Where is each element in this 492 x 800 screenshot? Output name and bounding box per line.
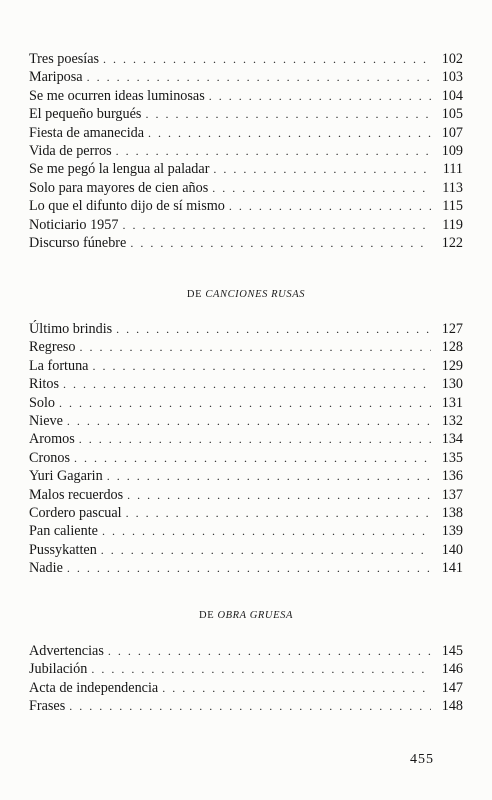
toc-section-2 bbox=[29, 320, 463, 577]
entry-page: 128 bbox=[441, 339, 463, 356]
entry-page: 139 bbox=[441, 523, 463, 540]
entry-page: 148 bbox=[441, 698, 463, 715]
heading-title: OBRA GRUESA bbox=[217, 610, 293, 621]
entry-page: 145 bbox=[441, 643, 463, 659]
dot-leader bbox=[148, 124, 431, 142]
entry-page: 129 bbox=[441, 357, 463, 374]
dot-leader bbox=[63, 375, 431, 393]
entry-page: 137 bbox=[441, 486, 463, 503]
entry-page: 140 bbox=[441, 541, 463, 558]
entry-title: El pequeño burgués bbox=[29, 106, 142, 123]
entry-title: Advertencias bbox=[29, 643, 104, 659]
dot-leader bbox=[107, 467, 431, 485]
dot-leader bbox=[101, 541, 431, 559]
dot-leader bbox=[145, 105, 431, 123]
entry-page: 113 bbox=[442, 179, 463, 196]
entry-title: La fortuna bbox=[29, 357, 89, 374]
dot-leader bbox=[69, 697, 431, 715]
dot-leader bbox=[67, 559, 431, 577]
dot-leader bbox=[59, 394, 431, 412]
entry-title: Se me ocurren ideas luminosas bbox=[29, 87, 205, 104]
entry-page: 127 bbox=[441, 321, 463, 337]
toc-entry bbox=[29, 449, 463, 467]
entry-title: Tres poesías bbox=[29, 51, 100, 67]
dot-leader bbox=[116, 320, 431, 338]
toc-section-1 bbox=[29, 50, 463, 252]
toc-entry bbox=[29, 504, 463, 522]
toc-entry bbox=[29, 467, 463, 485]
heading-prefix: DE bbox=[199, 610, 215, 621]
toc-entry bbox=[29, 660, 463, 678]
entry-title: Acta de independencia bbox=[29, 679, 159, 696]
toc-entry bbox=[29, 197, 463, 215]
dot-leader bbox=[212, 179, 431, 197]
entry-page: 109 bbox=[441, 142, 463, 159]
entry-title: Solo bbox=[29, 394, 56, 411]
heading-prefix: DE bbox=[186, 289, 203, 300]
section-heading-canciones-rusas bbox=[0, 289, 492, 300]
entry-page: 141 bbox=[441, 560, 463, 577]
dot-leader bbox=[91, 660, 431, 678]
toc-entry bbox=[29, 697, 463, 715]
toc-entry bbox=[29, 394, 463, 412]
toc-entry bbox=[29, 50, 463, 68]
toc-section-3 bbox=[29, 642, 463, 716]
section-heading-obra-gruesa bbox=[0, 610, 492, 621]
entry-page: 138 bbox=[441, 504, 463, 521]
entry-page: 147 bbox=[441, 679, 463, 696]
entry-page: 102 bbox=[441, 51, 463, 67]
dot-leader bbox=[130, 234, 431, 252]
entry-title: Cronos bbox=[29, 449, 70, 466]
toc-entry bbox=[29, 142, 463, 160]
toc-entry bbox=[29, 486, 463, 504]
entry-title: Discurso fúnebre bbox=[29, 234, 127, 251]
entry-title: Ritos bbox=[29, 376, 59, 393]
toc-entry bbox=[29, 430, 463, 448]
dot-leader bbox=[102, 522, 431, 540]
entry-page: 107 bbox=[441, 124, 463, 141]
toc-entry bbox=[29, 338, 463, 356]
entry-page: 130 bbox=[441, 376, 463, 393]
dot-leader bbox=[116, 142, 431, 160]
dot-leader bbox=[74, 449, 431, 467]
toc-entry bbox=[29, 679, 463, 697]
dot-leader bbox=[67, 412, 431, 430]
dot-leader bbox=[80, 338, 432, 356]
dot-leader bbox=[126, 504, 431, 522]
entry-title: Noticiario 1957 bbox=[29, 216, 119, 233]
entry-page: 119 bbox=[442, 216, 463, 233]
toc-entry bbox=[29, 124, 463, 142]
entry-title: Fiesta de amanecida bbox=[29, 124, 145, 141]
dot-leader bbox=[79, 430, 431, 448]
toc-entry bbox=[29, 234, 463, 252]
toc-entry bbox=[29, 375, 463, 393]
entry-title: Jubilación bbox=[29, 661, 88, 678]
entry-page: 135 bbox=[441, 449, 463, 466]
entry-page: 132 bbox=[441, 412, 463, 429]
dot-leader bbox=[103, 50, 431, 68]
toc-entry bbox=[29, 541, 463, 559]
toc-entry bbox=[29, 87, 463, 105]
toc-entry bbox=[29, 522, 463, 540]
entry-page: 115 bbox=[442, 198, 463, 215]
dot-leader bbox=[229, 197, 431, 215]
entry-title: Vida de perros bbox=[29, 142, 112, 159]
toc-entry bbox=[29, 642, 463, 660]
heading-title: CANCIONES RUSAS bbox=[205, 289, 306, 300]
entry-page: 136 bbox=[441, 468, 463, 485]
toc-entry bbox=[29, 105, 463, 123]
entry-title: Yuri Gagarin bbox=[29, 468, 103, 485]
entry-title: Nadie bbox=[29, 560, 63, 577]
toc-entry bbox=[29, 68, 463, 86]
entry-page: 134 bbox=[441, 431, 463, 448]
toc-entry bbox=[29, 216, 463, 234]
entry-title: Pan caliente bbox=[29, 523, 98, 540]
dot-leader bbox=[127, 486, 431, 504]
entry-page: 103 bbox=[441, 69, 463, 86]
toc-entry bbox=[29, 412, 463, 430]
page-number: 455 bbox=[410, 752, 434, 767]
entry-title: Mariposa bbox=[29, 69, 83, 86]
toc-entry bbox=[29, 160, 463, 178]
entry-page: 111 bbox=[442, 161, 463, 178]
entry-title: Último brindis bbox=[29, 321, 113, 337]
entry-title: Se me pegó la lengua al paladar bbox=[29, 161, 210, 178]
entry-page: 122 bbox=[441, 234, 463, 251]
dot-leader bbox=[213, 160, 431, 178]
entry-title: Pussykatten bbox=[29, 541, 97, 558]
toc-entry bbox=[29, 320, 463, 338]
entry-title: Malos recuerdos bbox=[29, 486, 124, 503]
dot-leader bbox=[162, 679, 431, 697]
dot-leader bbox=[122, 216, 431, 234]
entry-title: Solo para mayores de cien años bbox=[29, 179, 209, 196]
dot-leader bbox=[87, 68, 431, 86]
toc-entry bbox=[29, 559, 463, 577]
entry-title: Cordero pascual bbox=[29, 504, 122, 521]
entry-page: 146 bbox=[441, 661, 463, 678]
dot-leader bbox=[209, 87, 431, 105]
entry-page: 131 bbox=[441, 394, 463, 411]
dot-leader bbox=[108, 642, 431, 660]
dot-leader bbox=[92, 357, 431, 375]
entry-title: Nieve bbox=[29, 412, 63, 429]
entry-page: 104 bbox=[441, 87, 463, 104]
entry-page: 105 bbox=[441, 106, 463, 123]
toc-entry bbox=[29, 179, 463, 197]
entry-title: Lo que el difunto dijo de sí mismo bbox=[29, 198, 225, 215]
entry-title: Aromos bbox=[29, 431, 75, 448]
entry-title: Frases bbox=[29, 698, 66, 715]
toc-entry bbox=[29, 357, 463, 375]
entry-title: Regreso bbox=[29, 339, 76, 356]
